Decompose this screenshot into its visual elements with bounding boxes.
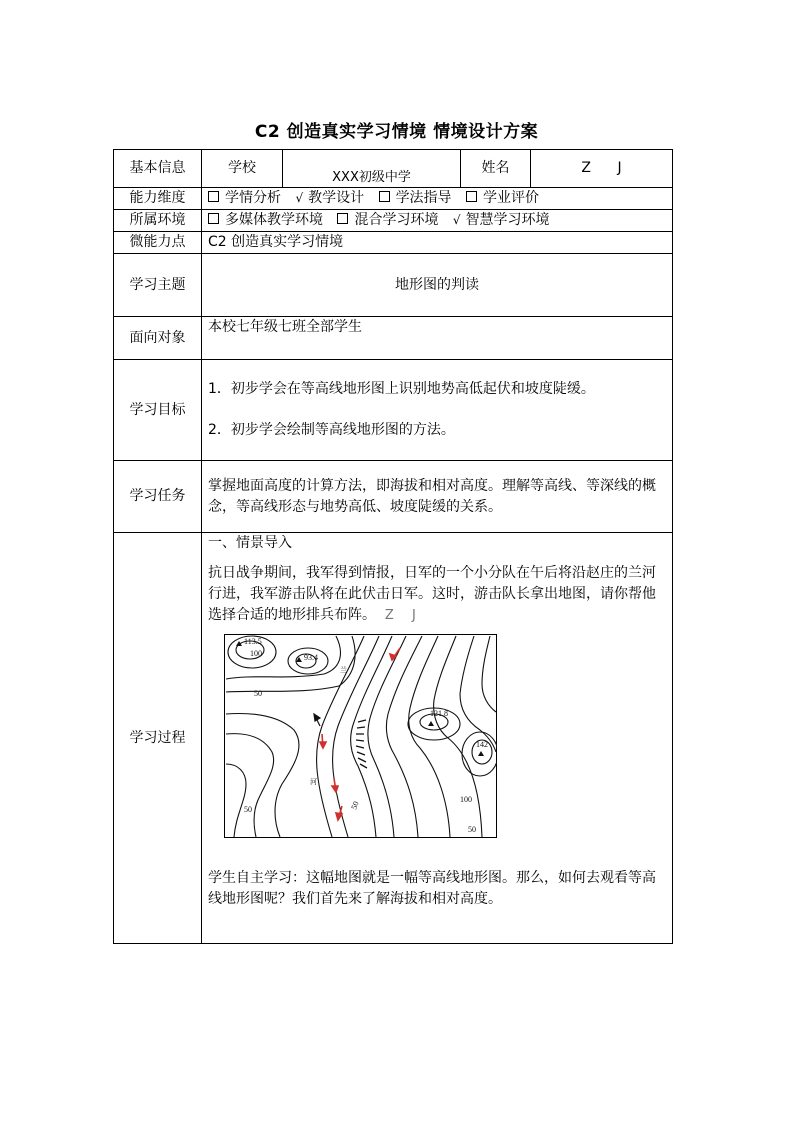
school-value: XXX初级中学 xyxy=(283,150,461,188)
row-environment xyxy=(114,210,673,232)
process-heading: 一、情景导入 xyxy=(208,535,292,551)
name-label: 姓名 xyxy=(461,150,531,188)
ability-options xyxy=(202,188,673,210)
self-study-paragraph: 学生自主学习：这幅地图就是一幅等高线地形图。那么，如何去观看等高线地形图呢？我们首先来了解海拔和相对高度。 xyxy=(208,870,656,907)
basic-info-label: 基本信息 xyxy=(114,150,202,188)
ability-label: 能力维度 xyxy=(114,188,202,210)
name-value: Z J xyxy=(531,150,673,188)
peak-label: 142 xyxy=(476,740,488,749)
topic-value: 地形图的判读 xyxy=(202,254,673,317)
contour-label: 50 xyxy=(254,689,262,698)
checkbox-icon xyxy=(337,213,348,224)
audience-label: 面向对象 xyxy=(114,317,202,360)
checkmark-icon: √ xyxy=(295,191,304,205)
ability-option[interactable]: 学业评价 xyxy=(466,190,539,206)
row-audience xyxy=(114,317,673,360)
row-ability xyxy=(114,188,673,210)
row-basic-info xyxy=(114,150,673,188)
scenario-paragraph: 抗日战争期间，我军得到情报，日军的一个小分队在午后将沿赵庄的兰河行进，我军游击队将在此伏击日军。这时，游击队长拿出地图，请你帮他选择合适的地形排兵布阵。 Z J xyxy=(208,565,656,623)
contour-map xyxy=(224,634,497,838)
place-label: 河 xyxy=(310,778,317,786)
row-micro xyxy=(114,232,673,254)
peak-label: 93.4 xyxy=(304,653,318,662)
environment-option[interactable]: 混合学习环境 xyxy=(337,212,438,228)
task-value: 掌握地面高度的计算方法，即海拔和相对高度。理解等高线、等深线的概念，等高线形态与地势高低、坡度陡缓的关系。 xyxy=(202,461,673,533)
checkbox-icon xyxy=(379,191,390,202)
environment-label: 所属环境 xyxy=(114,210,202,232)
environment-options xyxy=(202,210,673,232)
author-tag: Z J xyxy=(384,608,416,623)
ability-option[interactable]: 学情分析 xyxy=(208,190,281,206)
design-form-table xyxy=(113,149,673,944)
place-label: 兰 xyxy=(340,666,347,674)
topic-label: 学习主题 xyxy=(114,254,202,317)
peak-label: 113.5 xyxy=(244,637,262,646)
row-task xyxy=(114,461,673,533)
contour-label: 50 xyxy=(468,825,476,834)
ability-option[interactable]: 学法指导 xyxy=(379,190,452,206)
row-topic xyxy=(114,254,673,317)
row-process xyxy=(114,533,673,944)
goal-item: 1．初步学会在等高线地形图上识别地势高低起伏和坡度陡缓。 xyxy=(208,381,595,397)
environment-option[interactable]: √ 智慧学习环境 xyxy=(452,212,550,228)
goal-item: 2．初步学会绘制等高线地形图的方法。 xyxy=(208,422,455,438)
contour-label: 100 xyxy=(460,795,472,804)
contour-label: 50 xyxy=(244,805,252,814)
goals-label: 学习目标 xyxy=(114,360,202,461)
school-label: 学校 xyxy=(202,150,283,188)
contour-label: 100 xyxy=(250,649,262,658)
checkbox-icon xyxy=(208,213,219,224)
micro-value: C2 创造真实学习情境 xyxy=(202,232,673,254)
row-goals xyxy=(114,360,673,461)
peak-label: 121.8 xyxy=(430,709,448,718)
checkbox-icon xyxy=(466,191,477,202)
process-cell xyxy=(202,533,673,944)
micro-label: 微能力点 xyxy=(114,232,202,254)
checkbox-icon xyxy=(208,191,219,202)
task-label: 学习任务 xyxy=(114,461,202,533)
environment-option[interactable]: 多媒体教学环境 xyxy=(208,212,323,228)
page-title: C2 创造真实学习情境 情境设计方案 xyxy=(254,122,539,142)
ability-option[interactable]: √ 教学设计 xyxy=(295,190,365,206)
process-label: 学习过程 xyxy=(114,533,202,944)
contour-label: 50 xyxy=(349,800,361,811)
audience-value: 本校七年级七班全部学生 xyxy=(202,317,673,360)
goals-cell xyxy=(202,360,673,461)
checkmark-icon: √ xyxy=(452,213,461,227)
